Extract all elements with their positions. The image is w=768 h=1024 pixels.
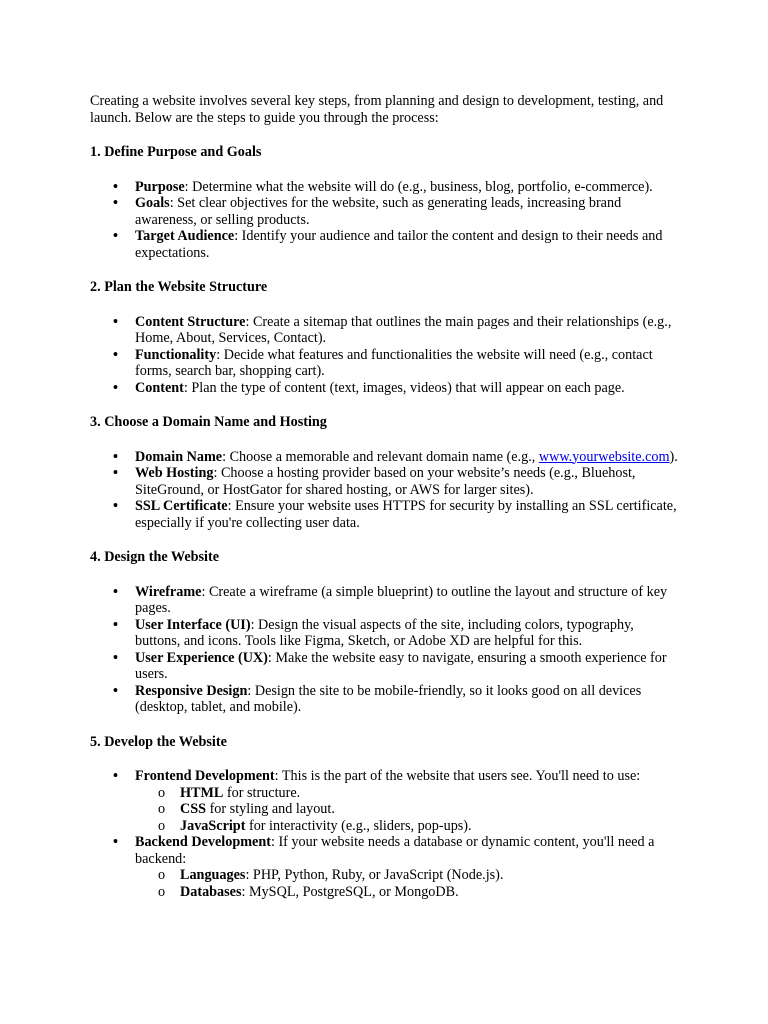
sub-list-item — [135, 867, 680, 884]
item-term: Wireframe — [135, 583, 202, 600]
sub-item-term: Languages — [180, 867, 246, 883]
list-item — [90, 228, 680, 261]
section-heading: 2. Plan the Website Structure — [90, 279, 268, 295]
item-term: Web Hosting — [135, 465, 214, 481]
list-item — [90, 465, 680, 498]
intro-paragraph: Creating a website involves several key steps, from planning and design to development, testing, and launch. Below are the steps to guide you through the process: — [90, 93, 664, 126]
item-text: : Choose a memorable and relevant domain name (e.g., — [222, 448, 539, 465]
item-text: : Make the website easy to navigate, ensuring a smooth experience for users. — [135, 649, 667, 682]
sub-item-term: JavaScript — [180, 817, 246, 834]
item-text: : Decide what features and functionalities the website will need (e.g., contact forms, search bar, shopping cart). — [135, 346, 653, 379]
item-term: Content — [135, 379, 184, 396]
item-term: Backend Development — [135, 834, 271, 850]
item-text: : Plan the type of content (text, images, videos) that will appear on each page. — [183, 379, 625, 396]
list-item — [90, 498, 680, 531]
sub-list-item — [135, 785, 680, 802]
sub-item-text: for styling and layout. — [206, 801, 335, 817]
item-text: : Create a sitemap that outlines the main pages and their relationships (e.g., Home, About, Services, Contact). — [135, 313, 672, 346]
item-term: Purpose — [135, 178, 185, 195]
sub-list — [135, 867, 680, 900]
item-text: : Design the visual aspects of the site, including colors, typography, buttons, and icons. Tools like Figma, Sketch, or Adobe XD are helpful for this. — [135, 616, 634, 649]
item-term: Frontend Development — [135, 768, 275, 784]
item-text: : If your website needs a database or dynamic content, you'll need a backend: — [135, 834, 655, 867]
item-term: Responsive Design — [135, 682, 248, 699]
bullet-list — [90, 768, 680, 900]
section-heading: 4. Design the Website — [90, 549, 220, 565]
item-text: : Choose a hosting provider based on your website’s needs (e.g., Bluehost, SiteGround, or HostGator for shared hosting, or AWS for larger sites). — [135, 465, 636, 498]
list-item — [90, 195, 680, 228]
sub-item-term: CSS — [180, 801, 207, 817]
list-item — [90, 768, 680, 834]
item-term: User Experience (UX) — [135, 649, 268, 666]
item-text: : Create a wireframe (a simple blueprint) to outline the layout and structure of key pages. — [135, 583, 668, 616]
list-item — [90, 683, 680, 716]
sub-item-term: Databases — [180, 883, 242, 900]
sub-item-text: for interactivity (e.g., sliders, pop-ups). — [245, 817, 472, 834]
item-text: : Set clear objectives for the website, such as generating leads, increasing brand awareness, or selling products. — [135, 195, 622, 228]
item-term: Goals — [135, 195, 170, 211]
sub-list — [135, 785, 680, 835]
sub-item-term: HTML — [180, 784, 224, 801]
item-term: Functionality — [135, 346, 217, 363]
list-item — [90, 314, 680, 347]
item-term: Target Audience — [135, 228, 235, 244]
list-item — [90, 584, 680, 617]
item-text: : Determine what the website will do (e.g., business, blog, portfolio, e-commerce). — [184, 178, 653, 195]
item-term: User Interface (UI) — [135, 616, 251, 633]
section-heading: 5. Develop the Website — [90, 733, 227, 750]
list-item — [90, 449, 680, 466]
list-item — [90, 834, 680, 900]
item-text: : Ensure your website uses HTTPS for security by installing an SSL certificate, especially if you're collecting user data. — [135, 498, 677, 531]
bullet-list — [90, 179, 680, 262]
list-item — [90, 347, 680, 380]
item-text-after: ). — [669, 448, 678, 465]
sub-item-text: for structure. — [223, 784, 301, 801]
item-term: SSL Certificate — [135, 498, 228, 514]
sections-container — [90, 144, 680, 900]
domain-link[interactable]: www.yourwebsite.com — [538, 448, 670, 465]
sub-item-text: : PHP, Python, Ruby, or JavaScript (Node.js). — [245, 867, 504, 883]
sub-item-text: : MySQL, PostgreSQL, or MongoDB. — [241, 883, 459, 900]
item-text: : Identify your audience and tailor the content and design to their needs and expectations. — [135, 228, 663, 261]
list-item — [90, 179, 680, 196]
list-item — [90, 380, 680, 397]
section-heading: 3. Choose a Domain Name and Hosting — [90, 414, 327, 430]
sub-list-item — [135, 801, 680, 818]
sub-list-item — [135, 818, 680, 835]
section-heading: 1. Define Purpose and Goals — [90, 144, 262, 160]
item-term: Domain Name — [135, 448, 223, 465]
list-item — [90, 617, 680, 650]
document-body — [90, 93, 680, 918]
item-text: : This is the part of the website that users see. You'll need to use: — [274, 768, 641, 784]
list-item — [90, 650, 680, 683]
bullet-list — [90, 449, 680, 532]
bullet-list — [90, 584, 680, 716]
bullet-list — [90, 314, 680, 397]
sub-list-item — [135, 884, 680, 901]
item-term: Content Structure — [135, 313, 246, 330]
item-text: : Design the site to be mobile-friendly, so it looks good on all devices (desktop, tablet, and mobile). — [135, 682, 642, 715]
